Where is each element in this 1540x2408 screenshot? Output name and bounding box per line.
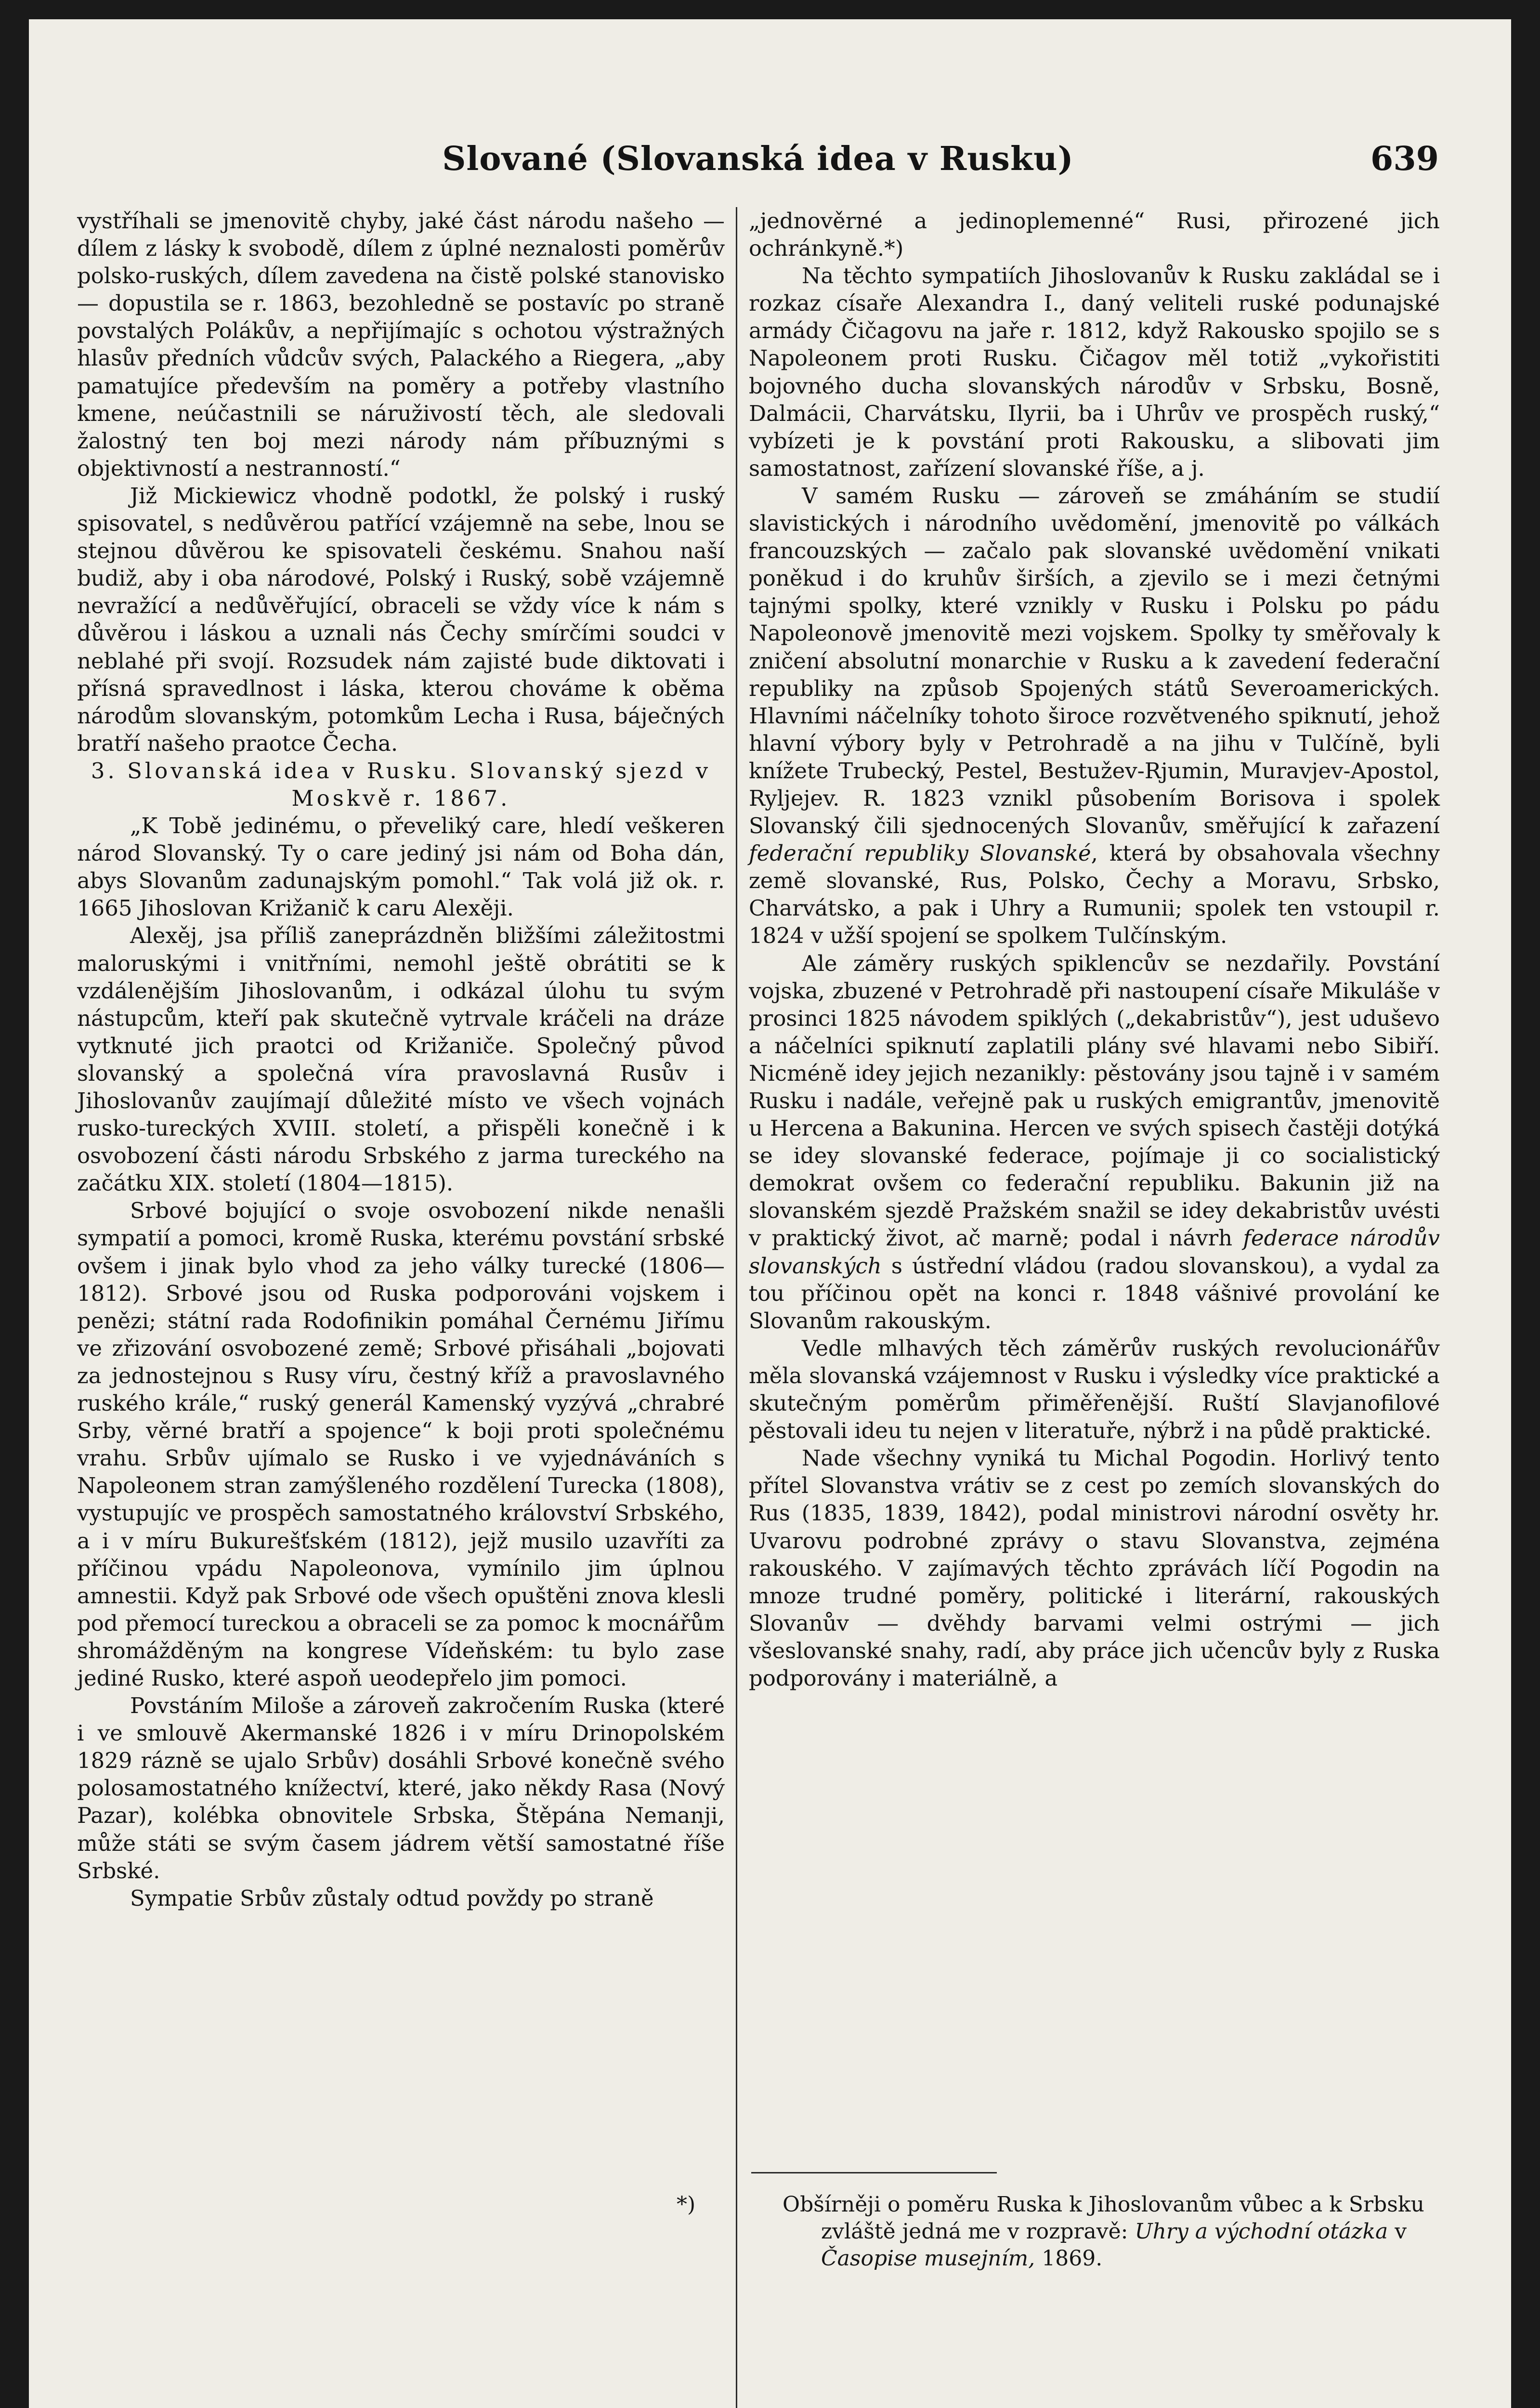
paragraph: Již Mickiewicz vhodně podotkl, že polský i ruský spisovatel, s nedůvěrou patřící vzájemně na sebe, lnou se stejnou důvěrou ke spisovateli českému. Snahou naší budiž, aby i oba národové, Polský i Ruský, sobě vzájemně nevražící a nedůvěřující, obraceli se vždy více k nám s důvěrou i láskou a uznali nás Čechy smírčími soudci v neblahé při svojí. Rozsudek nám zajisté bude diktovati i přísná spravedlnost i láska, kterou chováme k oběma národům slovanským, potomkům Lecha i Rusa, báječných bratří našeho praotce Čecha. — [77, 483, 725, 756]
left-column — [77, 207, 725, 1912]
footnote-italic: Časopise musejním, — [821, 2246, 1035, 2271]
section-heading: 3. Slovanská idea v Rusku. Slovanský sjezd v Moskvě r. 1867. — [91, 758, 711, 811]
paragraph: vystříhali se jmenovitě chyby, jaké část národu našeho — dílem z lásky k svobodě, dílem z úplné neznalosti poměrův polsko-ruských, dílem zavedena na čistě polské stanovisko — dopustila se r. 1863, bezohledně se postavíc po straně povstalých Polákův, a nepřijímajíc s ochotou výstražných hlasův předních vůdcův svých, Palackého a Riegera, „aby pamatujíce především na poměry a potřeby vlastního kmene, neúčastnili se náruživostí těch, ale sledovali žalostný ten boj mezi národy nám příbuznými s objektivností a nestranností.“ — [77, 208, 725, 481]
column-divider — [736, 207, 737, 2408]
paragraph: Na těchto sympatiích Jihoslovanův k Rusku zakládal se i rozkaz císaře Alexandra I., daný veliteli ruské podunajské armády Čičagovu na jaře r. 1812, když Rakousko spojilo se s Napoleonem proti Rusku. Čičagov měl totiž „vykořistiti bojovného ducha slovanských národův v Srbsku, Bosně, Dalmácii, Charvátsku, Ilyrii, ba i Uhrův ve prospěch ruský,“ vybízeti je k povstání proti Rakousku, a slibovati jim samostatnost, zařízení slovanské říše, a j. — [749, 263, 1440, 481]
paragraph-text: Ale záměry ruských spiklencův se nezdařily. Povstání vojska, zbuzené v Petrohradě při nastoupení císaře Mikuláše v prosinci 1825 návodem spiklých („dekabristův“), jest uduševo a náčelníci spiknutí zaplatili plány své hlavami nebo Sibiří. Nicméně idey jejich nezanikly: pěstovány jsou tajně i v samém Rusku i nadále, veřejně pak u ruských emigrantův, jmenovitě u Hercena a Bakunina. Hercen ve svých spisech častěji dotýká se idey slovanské federace, pojímaje ji co socialistický demokrat ovšem co federační republiku. Bakunin již na slovanském sjezdě Pražském snažil se idey dekabristův uvésti v praktický život, ač marně; podal i návrh — [749, 950, 1440, 1251]
footnote-mark: *) — [677, 2192, 696, 2217]
footnote-divider — [751, 2172, 997, 2173]
footnote-text: 1869. — [1035, 2246, 1103, 2271]
paragraph-text: V samém Rusku — zároveň se zmáháním se studií slavistických i národního uvědomění, jmenovitě po válkách francouzských — začalo pak slovanské uvědomění vnikati poněkud i do kruhův širších, a zjevilo se i mezi četnými tajnými spolky, které vznikly v Rusku i Polsku po pádu Napoleonově jmenovitě mezi vojskem. Spolky ty směřovaly k zničení absolutní monarchie v Rusku a k zavedení federační republiky na způsob Spojených států Severoamerických. Hlavními náčelníky tohoto široce rozvětveného spiknutí, jehož hlavní výbory byly v Petrohradě a na jihu v Tulčíně, byli knížete Trubecký, Pestel, Bestužev-Rjumin, Muravjev-Apostol, Ryljejev. R. 1823 vznikl působením Borisova i spolek Slovanský čili sjednocených Slovanův, směřující k zařazení — [749, 483, 1440, 839]
italic-phrase: federační republiky Slovanské — [749, 840, 1091, 866]
footnote — [677, 2191, 1440, 2272]
italic-phrase: federace národův slovanských — [749, 1225, 1440, 1279]
paragraph: Srbové bojující o svoje osvobození nikde nenašli sympatií a pomoci, kromě Ruska, kterému povstání srbské ovšem i jinak bylo vhod za jeho války turecké (1806—1812). Srbové jsou od Ruska podporováni vojskem i penězi; státní rada Rodofinikin pomáhal Černému Jiřímu ve zřizování osvobozené země; Srbové přisáhali „bojovati za jednostejnou s Rusy víru, čestný kříž a pravoslavného ruského krále,“ ruský generál Kamenský vyzývá „chrabré Srby, věrné bratří a spojence“ k boji proti společnému vrahu. Srbův ujímalo se Rusko i ve vyjednáváních s Napoleonem stran zamýšleného rozdělení Turecka (1808), vystupujíc ve prospěch samostatného království Srbského, a i v míru Bukurešťském (1812), jejž musilo uzavříti za příčinou vpádu Napoleonova, vymínilo jim úplnou amnestii. Když pak Srbové ode všech opuštěni znova klesli pod přemocí tureckou a obraceli se za pomoc k mocnářům shromážděným na kongrese Vídeňském: tu bylo zase jediné Rusko, které aspoň ueodepřelo jim pomoci. — [77, 1198, 725, 1691]
page-number: 639 — [1370, 140, 1439, 178]
paragraph: Vedle mlhavých těch záměrův ruských revolucionářův měla slovanská vzájemnost v Rusku i výsledky více praktické a skutečným poměrům přiměřenější. Ruští Slavjanofilové pěstovali ideu tu nejen v literatuře, nýbrž i na půdě praktické. — [749, 1335, 1440, 1444]
paragraph: Sympatie Srbův zůstaly odtud povždy po straně — [130, 1885, 654, 1911]
footnote-text: v — [1388, 2219, 1407, 2244]
paragraph — [749, 950, 1440, 1335]
paragraph: Alexěj, jsa příliš zaneprázdněn bližšími záležitostmi maloruskými i vnitřními, nemohl ještě obrátiti se k vzdálenějším Jihoslovanům, i odkázal úlohu tu svým nástupcům, kteří pak skutečně vytrvale kráčeli na dráze vytknuté jich praotci od Križaniče. Společný původ slovanský a společná víra pravoslavná Rusův i Jihoslovanův zaujímají důležité místo ve všech vojnách rusko-tureckých XVIII. století, a přispěli konečně i k osvobození části národu Srbského z jarma tureckého na začátku XIX. století (1804—1815). — [77, 923, 725, 1196]
paragraph — [749, 482, 1440, 950]
paragraph: Povstáním Miloše a zároveň zakročením Ruska (které i ve smlouvě Akermanské 1826 i v míru Drinopolském 1829 rázně se ujalo Srbův) dosáhli Srbové konečně svého polosamostatného knížectví, které, jako někdy Rasa (Nový Pazar), kolébka obnovitele Srbska, Štěpána Nemanji, může státi se svým časem jádrem větší samostatné říše Srbské. — [77, 1693, 725, 1884]
paragraph-text: , která by obsahovala všechny země slovanské, Rus, Polsko, Čechy a Moravu, Srbsko, Charvátsko, a pak i Uhry a Rumunii; spolek ten vstoupil r. 1824 v užší spojení se spolkem Tulčínským. — [749, 840, 1440, 949]
footnote-italic: Uhry a východní otázka — [1135, 2219, 1388, 2244]
running-title: Slované (Slovanská idea v Rusku) — [442, 140, 1074, 178]
paragraph-text: s ústřední vládou (radou slovanskou), a vydal za tou příčinou opět na konci r. 1848 vášnivé provolání ke Slovanům rakouským. — [749, 1253, 1440, 1334]
footnote-text: Obšírněji o poměru Ruska k Jihoslovanům vůbec a k Srbsku zvláště jedná me v rozpravě: — [783, 2192, 1424, 2244]
running-header — [77, 140, 1439, 197]
paragraph: „K Tobě jedinému, o převeliký care, hledí veškeren národ Slovanský. Ty o care jediný jsi nám od Boha dán, abys Slovanům zadunajským pomohl.“ Tak volá již ok. r. 1665 Jihoslovan Križanič k caru Alexěji. — [77, 813, 725, 921]
paragraph: Nade všechny vyniká tu Michal Pogodin. Horlivý tento přítel Slovanstva vrátiv se z cest po zemích slovanských do Rus (1835, 1839, 1842), podal ministrovi národní osvěty hr. Uvarovu podrobné zprávy o stavu Slovanstva, zejména rakouského. V zajímavých těchto zprávách líčí Pogodin na mnoze trudné poměry, politické i literární, rakouských Slovanův — dvěhdy barvami velmi ostrými — jich všeslovanské snahy, radí, aby práce jich učencův byly z Ruska podporovány i materiálně, a — [749, 1445, 1440, 1691]
right-column — [749, 207, 1440, 1692]
page — [29, 19, 1511, 2408]
paragraph: „jednověrné a jedinoplemenné“ Rusi, přirozené jich ochránkyně.*) — [749, 208, 1440, 262]
